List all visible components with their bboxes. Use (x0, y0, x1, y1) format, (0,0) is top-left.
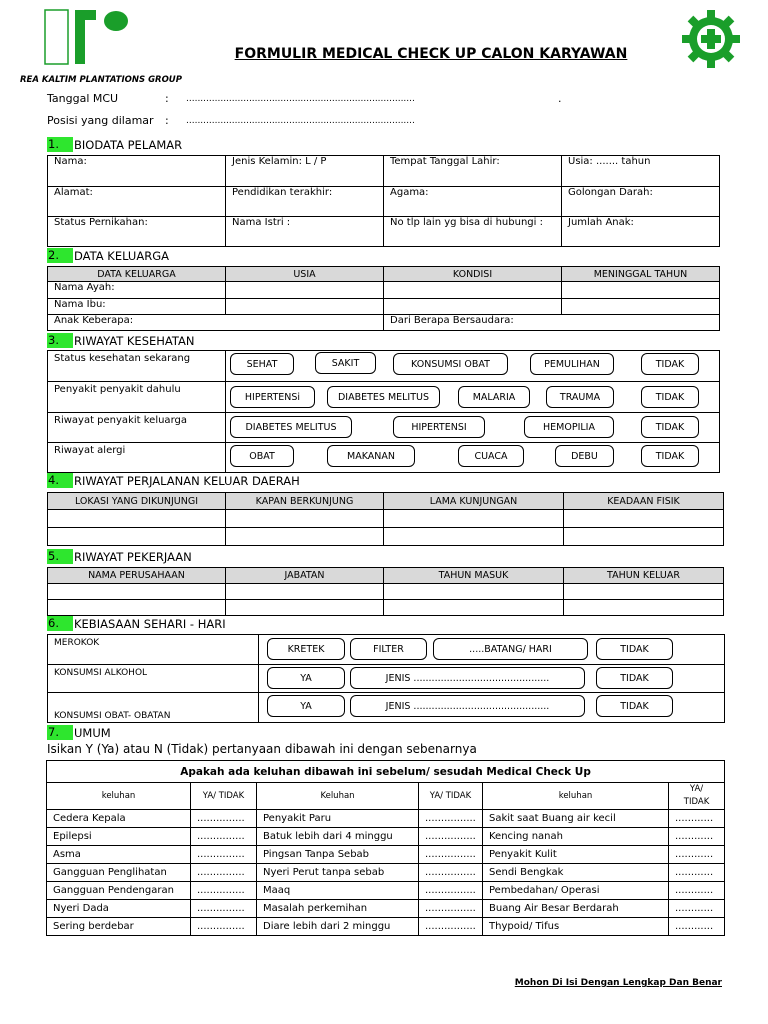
section-title: BIODATA PELAMAR (74, 137, 183, 152)
perjalanan-header: LOKASI YANG DIKUNJUNGI (48, 493, 226, 510)
keluhan-item: Penyakit Paru (257, 810, 419, 828)
keluhan-answer[interactable]: ................ (419, 918, 483, 936)
keluhan-answer[interactable]: ............ (669, 882, 725, 900)
keluarga-header: USIA (226, 267, 384, 282)
biodata-ttl[interactable]: Tempat Tanggal Lahir: (384, 156, 562, 187)
keluhan-header: keluhan (483, 783, 669, 810)
pekerjaan-header: NAMA PERUSAHAAN (48, 568, 226, 584)
biodata-nama-istri[interactable]: Nama Istri : (226, 217, 384, 247)
keluarga-ibu: Nama Ibu: (48, 299, 226, 315)
option-trauma-button[interactable]: TRAUMA (546, 386, 614, 408)
section-number: 3. (47, 333, 73, 348)
kebiasaan-obat-label: KONSUMSI OBAT- OBATAN (48, 693, 259, 723)
keluhan-header: keluhan (47, 783, 191, 810)
keluhan-item: Nyeri Perut tanpa sebab (257, 864, 419, 882)
option-tidak-button[interactable]: TIDAK (641, 386, 699, 408)
keluhan-item: Pingsan Tanpa Sebab (257, 846, 419, 864)
section-number: 7. (47, 725, 73, 740)
keluhan-answer[interactable]: ............ (669, 900, 725, 918)
keluarga-header: KONDISI (384, 267, 562, 282)
biodata-jenis-kelamin[interactable]: Jenis Kelamin: L / P (226, 156, 384, 187)
keluhan-item: Sendi Bengkak (483, 864, 669, 882)
section-number: 4. (47, 473, 73, 488)
tanggal-colon: : (165, 92, 169, 105)
keluarga-table (47, 266, 720, 331)
keluhan-item: Sering berdebar (47, 918, 191, 936)
option-hipertensi-button[interactable]: HIPERTENSI (393, 416, 485, 438)
perjalanan-header: KEADAAN FISIK (564, 493, 724, 510)
section-perjalanan-heading (47, 473, 300, 488)
option-sehat-button[interactable]: SEHAT (230, 353, 294, 375)
pekerjaan-cell[interactable] (226, 600, 384, 616)
option-diabetes-button[interactable]: DIABETES MELITUS (230, 416, 352, 438)
keluhan-item: Sakit saat Buang air kecil (483, 810, 669, 828)
perjalanan-cell[interactable] (48, 510, 226, 528)
biodata-table (47, 155, 720, 247)
posisi-label: Posisi yang dilamar (47, 114, 154, 127)
tanggal-label: Tanggal MCU (47, 92, 119, 105)
option-debu-button[interactable]: DEBU (555, 445, 614, 467)
section-kebiasaan-heading (47, 616, 226, 631)
pekerjaan-cell[interactable] (384, 600, 564, 616)
keluhan-item: Epilepsi (47, 828, 191, 846)
option-ya-button[interactable]: YA (267, 667, 345, 689)
biodata-pendidikan[interactable]: Pendidikan terakhir: (226, 187, 384, 217)
pekerjaan-cell[interactable] (48, 584, 226, 600)
option-malaria-button[interactable]: MALARIA (458, 386, 530, 408)
posisi-field[interactable]: ................................................................................ (186, 116, 415, 126)
option-batang-hari-button[interactable]: .....BATANG/ HARI (433, 638, 588, 660)
section-pekerjaan-heading (47, 549, 192, 564)
keluhan-table-title: Apakah ada keluhan dibawah ini sebelum/ sesudah Medical Check Up (47, 761, 725, 783)
perjalanan-table (47, 492, 724, 546)
keluhan-answer[interactable]: ................ (419, 864, 483, 882)
perjalanan-header: KAPAN BERKUNJUNG (226, 493, 384, 510)
keluhan-item: Masalah perkemihan (257, 900, 419, 918)
keluhan-item: Gangguan Pendengaran (47, 882, 191, 900)
perjalanan-cell[interactable] (384, 528, 564, 546)
tanggal-field[interactable]: ................................................................................ (186, 94, 415, 104)
section-number: 2. (47, 248, 73, 263)
keluhan-answer[interactable]: ................ (419, 810, 483, 828)
biodata-jumlah-anak[interactable]: Jumlah Anak: (562, 217, 720, 247)
keluarga-ayah: Nama Ayah: (48, 282, 226, 299)
pekerjaan-cell[interactable] (48, 600, 226, 616)
biodata-usia[interactable]: Usia: ....... tahun (562, 156, 720, 187)
perjalanan-cell[interactable] (564, 510, 724, 528)
biodata-agama[interactable]: Agama: (384, 187, 562, 217)
keluhan-item: Maaq (257, 882, 419, 900)
keluhan-item: Diare lebih dari 2 minggu (257, 918, 419, 936)
kebiasaan-merokok-label: MEROKOK (48, 635, 259, 665)
keluhan-answer[interactable]: ............... (191, 810, 257, 828)
keluhan-item: Gangguan Penglihatan (47, 864, 191, 882)
option-tidak-button[interactable]: TIDAK (641, 416, 699, 438)
section-umum-heading (47, 725, 111, 740)
pekerjaan-cell[interactable] (226, 584, 384, 600)
kesehatan-label: Riwayat alergi (48, 443, 226, 473)
keluarga-cell[interactable] (562, 282, 720, 299)
keluhan-answer[interactable]: ............... (191, 846, 257, 864)
page-title: FORMULIR MEDICAL CHECK UP CALON KARYAWAN (234, 46, 628, 62)
kebiasaan-alkohol-label: KONSUMSI ALKOHOL (48, 665, 259, 693)
perjalanan-cell[interactable] (226, 510, 384, 528)
perjalanan-header: LAMA KUNJUNGAN (384, 493, 564, 510)
keluhan-answer[interactable]: ............ (669, 846, 725, 864)
option-cuaca-button[interactable]: CUACA (458, 445, 524, 467)
option-hemopilia-button[interactable]: HEMOPILIA (524, 416, 614, 438)
keluhan-header: YA/ TIDAK (669, 783, 725, 810)
company-name: REA KALTIM PLANTATIONS GROUP (20, 75, 182, 85)
option-filter-button[interactable]: FILTER (350, 638, 427, 660)
keluhan-item: Buang Air Besar Berdarah (483, 900, 669, 918)
keluhan-item: Penyakit Kulit (483, 846, 669, 864)
keluhan-item: Batuk lebih dari 4 minggu (257, 828, 419, 846)
keluhan-answer[interactable]: ............... (191, 828, 257, 846)
option-sakit-button[interactable]: SAKIT (315, 352, 376, 374)
kesehatan-label: Status kesehatan sekarang (48, 351, 226, 382)
pekerjaan-header: JABATAN (226, 568, 384, 584)
keluhan-answer[interactable]: ............... (191, 864, 257, 882)
section-number: 5. (47, 549, 73, 564)
keluhan-answer[interactable]: ................ (419, 828, 483, 846)
biodata-alamat[interactable]: Alamat: (48, 187, 226, 217)
keluarga-cell[interactable] (562, 299, 720, 315)
keluhan-header: YA/ TIDAK (419, 783, 483, 810)
keluhan-header: YA/ TIDAK (191, 783, 257, 810)
keluarga-header: DATA KELUARGA (48, 267, 226, 282)
section-title: RIWAYAT KESEHATAN (74, 333, 195, 348)
option-tidak-button[interactable]: TIDAK (596, 695, 673, 717)
pekerjaan-header: TAHUN MASUK (384, 568, 564, 584)
keluhan-answer[interactable]: ............ (669, 918, 725, 936)
keluarga-cell[interactable] (384, 299, 562, 315)
option-tidak-button[interactable]: TIDAK (641, 353, 699, 375)
keluhan-answer[interactable]: ............ (669, 864, 725, 882)
keluarga-bersaudara[interactable]: Dari Berapa Bersaudara: (384, 315, 720, 331)
keluarga-cell[interactable] (384, 282, 562, 299)
section-kesehatan-heading (47, 333, 194, 348)
keluarga-header: MENINGGAL TAHUN (562, 267, 720, 282)
keluarga-anak-keberapa[interactable]: Anak Keberapa: (48, 315, 384, 331)
keluhan-item: Nyeri Dada (47, 900, 191, 918)
option-hipertensi-button[interactable]: HIPERTENSi (230, 386, 315, 408)
section-title: RIWAYAT PEKERJAAN (74, 549, 192, 564)
option-tidak-button[interactable]: TIDAK (596, 638, 673, 660)
option-konsumsi-obat-button[interactable]: KONSUMSI OBAT (393, 353, 508, 375)
pekerjaan-cell[interactable] (564, 600, 724, 616)
jenis-alkohol-field[interactable]: JENIS ............................................. (350, 667, 585, 689)
option-ya-button[interactable]: YA (267, 695, 345, 717)
umum-instruction: Isikan Y (Ya) atau N (Tidak) pertanyaan dibawah ini dengan sebenarnya (47, 742, 477, 756)
section-biodata-heading (47, 137, 182, 152)
section-title: DATA KELUARGA (74, 248, 169, 263)
keluhan-item: Cedera Kepala (47, 810, 191, 828)
biodata-nama[interactable]: Nama: (48, 156, 226, 187)
biodata-no-tlp[interactable]: No tlp lain yg bisa di hubungi : (384, 217, 562, 247)
section-number: 1. (47, 137, 73, 152)
keluhan-answer[interactable]: ............... (191, 882, 257, 900)
keluhan-answer[interactable]: ............ (669, 828, 725, 846)
section-title: KEBIASAAN SEHARI - HARI (74, 616, 226, 631)
perjalanan-cell[interactable] (48, 528, 226, 546)
option-tidak-button[interactable]: TIDAK (596, 667, 673, 689)
keluhan-answer[interactable]: ............ (669, 810, 725, 828)
keluhan-table (46, 760, 725, 936)
section-title: UMUM (74, 725, 111, 740)
keluarga-cell[interactable] (226, 282, 384, 299)
section-keluarga-heading (47, 248, 169, 263)
keluhan-item: Thypoid/ Tifus (483, 918, 669, 936)
keluhan-header: Keluhan (257, 783, 419, 810)
kesehatan-label: Penyakit penyakit dahulu (48, 382, 226, 413)
biodata-status-pernikahan[interactable]: Status Pernikahan: (48, 217, 226, 247)
keluhan-item: Asma (47, 846, 191, 864)
posisi-colon: : (165, 114, 169, 127)
option-tidak-button[interactable]: TIDAK (641, 445, 699, 467)
option-kretek-button[interactable]: KRETEK (267, 638, 345, 660)
perjalanan-cell[interactable] (384, 510, 564, 528)
keluarga-cell[interactable] (226, 299, 384, 315)
pekerjaan-cell[interactable] (564, 584, 724, 600)
perjalanan-cell[interactable] (564, 528, 724, 546)
option-makanan-button[interactable]: MAKANAN (327, 445, 415, 467)
keluhan-item: Kencing nanah (483, 828, 669, 846)
option-obat-button[interactable]: OBAT (230, 445, 294, 467)
keluhan-answer[interactable]: ................ (419, 900, 483, 918)
jenis-obat-field[interactable]: JENIS ............................................. (350, 695, 585, 717)
pekerjaan-header: TAHUN KELUAR (564, 568, 724, 584)
option-pemulihan-button[interactable]: PEMULIHAN (530, 353, 614, 375)
keluhan-item: Pembedahan/ Operasi (483, 882, 669, 900)
biodata-golongan-darah[interactable]: Golongan Darah: (562, 187, 720, 217)
option-diabetes-button[interactable]: DIABETES MELITUS (327, 386, 440, 408)
kesehatan-label: Riwayat penyakit keluarga (48, 413, 226, 443)
perjalanan-cell[interactable] (226, 528, 384, 546)
footer-note: Mohon Di Isi Dengan Lengkap Dan Benar (514, 978, 722, 988)
section-title: RIWAYAT PERJALANAN KELUAR DAERAH (74, 473, 300, 488)
keluhan-answer[interactable]: ............... (191, 918, 257, 936)
pekerjaan-cell[interactable] (384, 584, 564, 600)
keluhan-answer[interactable]: ............... (191, 900, 257, 918)
tanggal-trailing-dot: . (558, 92, 562, 105)
keluhan-answer[interactable]: ................ (419, 882, 483, 900)
section-number: 6. (47, 616, 73, 631)
pekerjaan-table (47, 567, 724, 616)
keluhan-answer[interactable]: ................ (419, 846, 483, 864)
